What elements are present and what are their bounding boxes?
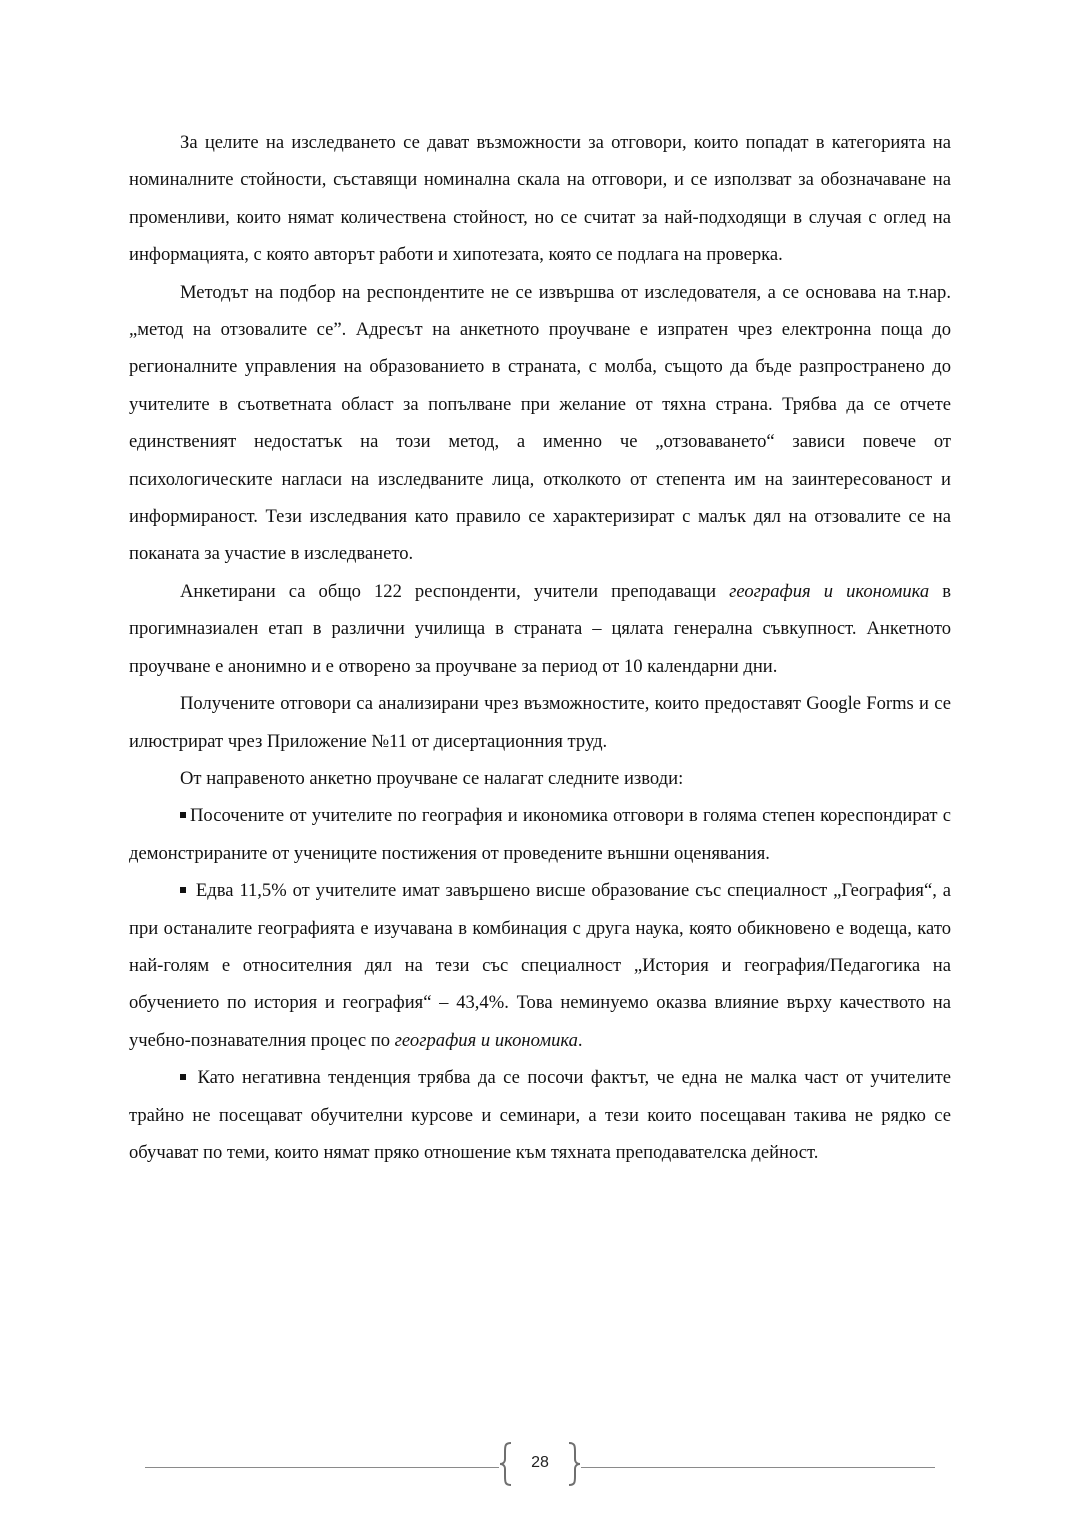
page-footer [145, 1440, 935, 1490]
body-text [129, 124, 951, 1171]
bullet-item-1: Посочените от учителите по география и икономика отговори в голяма степен кореспондират с демонстрираните от учениците постижения от проведените външни оценявания. [129, 805, 951, 864]
italic-subject: география и икономика [729, 580, 930, 602]
footer-rule-left [145, 1467, 499, 1468]
paragraph-respondents: Анкетирани са общо 122 респонденти, учители преподаващи география и икономика в прогимназиален етап в различни училища в страната – цялата генерална съвкупност. Анкетното проучване е анонимно и е отворено за проучване за период от 10 календарни дни. [129, 580, 952, 677]
page-number: 28 [531, 1454, 549, 1471]
bullet-item-2: Едва 11,5% от учителите имат завършено висше образование със специалност „География“, а при останалите географията е изучавана в комбинация с друга наука, която обикновено е водеща, като най-голям е относителния дял на тези със специалност „История и география/Педагогика на обучението по история и география“ – 43,4%. Това неминуемо оказва влияние върху качеството на учебно-познавателния процес по география и икономика. [129, 880, 951, 1051]
paragraph-conclusions-intro: От направеното анкетно проучване се налагат следните изводи: [180, 767, 684, 789]
square-bullet-icon [180, 812, 186, 818]
paragraph-sampling-method: Методът на подбор на респондентите не се извършва от изследователя, а се основава на т.нар. „метод на отзовалите се”. Адресът на анкетното проучване е изпратен чрез електронна поща до регионалните управления на образованието в страната, с молба, същото да бъде разпространено до учителите в съответната област за попълване при желание от тяхна страна. Трябва да се отчете единственият недостатък на този метод, а именно че „отзоваването“ зависи повече от психологическите нагласи на изследваните лица, отколкото от степента им на заинтересованост и информираност. Тези изследвания като правило се характеризират с малък дял на отзовалите се на поканата за участие в изследването. [129, 281, 951, 565]
bullet-item-3: Като негативна тенденция трябва да се посочи фактът, че една не малка част от учителите трайно не посещават обучителни курсове и семинари, а тези които посещаван такива не рядко се обучават по теми, които нямат пряко отношение към тяхната преподавателска дейност. [129, 1067, 951, 1163]
footer-rule-right [581, 1467, 935, 1468]
square-bullet-icon [180, 1074, 186, 1080]
left-brace-icon [499, 1442, 513, 1486]
italic-subject: география и икономика [394, 1029, 578, 1051]
paragraph-research-aims: За целите на изследването се дават възможности за отговори, които попадат в категорията на номиналните стойности, съставящи номинална скала на отговори, и се използват за обозначаване на променливи, които нямат количествена стойност, но се считат за най-подходящи в случая с оглед на информацията, с която авторът работи и хипотезата, която се подлага на проверка. [129, 132, 951, 266]
right-brace-icon [567, 1442, 581, 1486]
square-bullet-icon [180, 887, 186, 893]
paragraph-analysis: Получените отговори са анализирани чрез възможностите, които предоставят Google Forms и се илюстрират чрез Приложение №11 от дисертационния труд. [129, 693, 951, 752]
